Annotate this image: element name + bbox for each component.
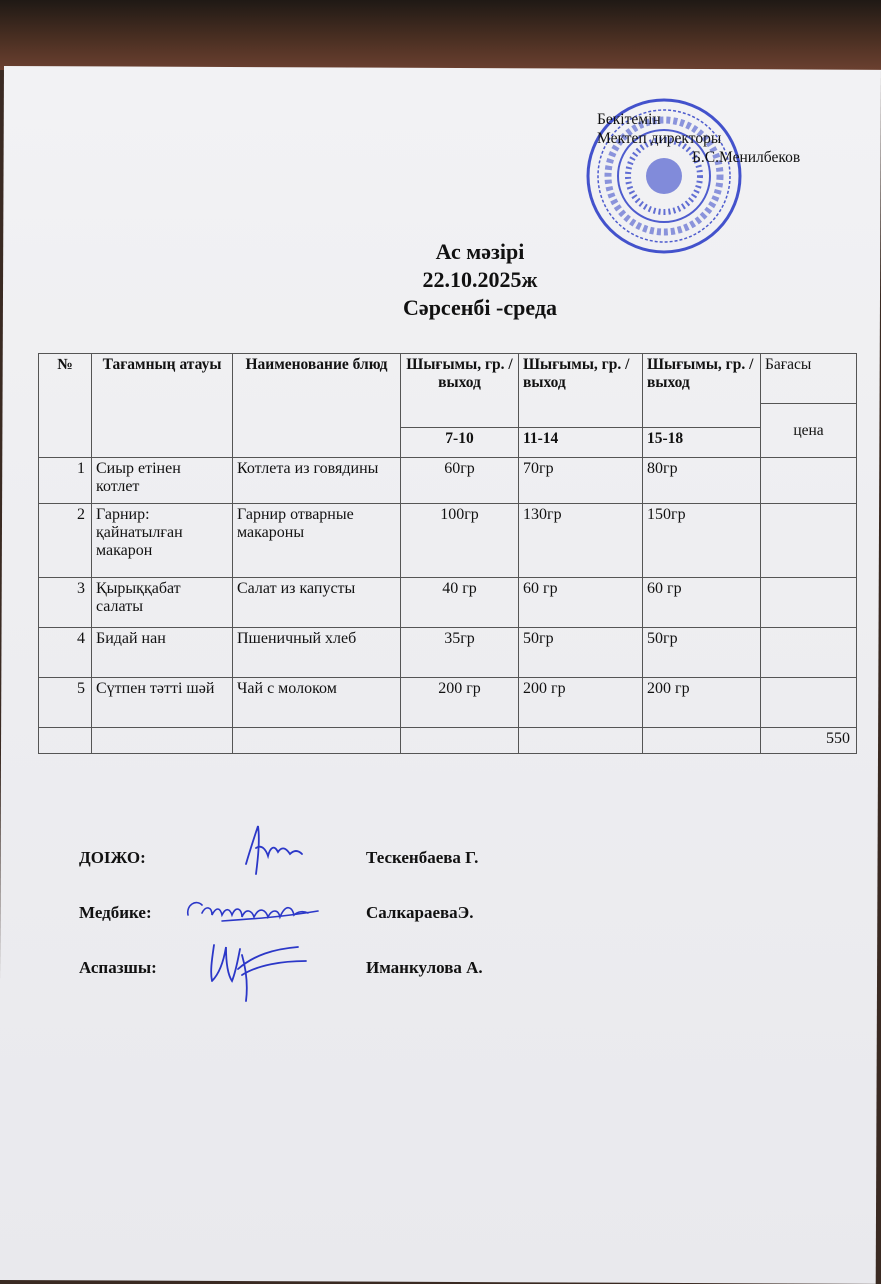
dish-name-kz: Бидай нан [92,628,233,678]
row-number: 5 [39,678,92,728]
output-11-14: 60 гр [519,578,643,628]
header-output-2: Шығымы, гр. / выход [519,354,643,428]
header-age-11-14: 11-14 [519,428,643,458]
dish-name-ru: Салат из капусты [233,578,401,628]
table-row [39,678,857,728]
header-output-3: Шығымы, гр. / выход [643,354,761,428]
header-age-7-10: 7-10 [401,428,519,458]
title-date: 22.10.2025ж [422,267,538,292]
output-11-14: 70гр [519,458,643,504]
sign-name-nurse: СалкараеваЭ. [366,903,474,922]
table-row [39,628,857,678]
dish-name-ru: Чай с молоком [233,678,401,728]
sign-role-cook: Аспазшы: [79,958,157,977]
sign-name-cook: Иманкулова А. [366,958,483,977]
row-number: 3 [39,578,92,628]
sign-name-doizho: Тескенбаева Г. [366,848,479,867]
dish-name-kz: Сүтпен тәтті шәй [92,678,233,728]
dish-name-ru: Пшеничный хлеб [233,628,401,678]
title-weekday: Сәрсенбі -среда [403,295,557,320]
header-age-15-18: 15-18 [643,428,761,458]
price [761,578,857,628]
table-row [39,458,857,504]
output-11-14: 130гр [519,504,643,578]
header-output-1: Шығымы, гр. / выход [401,354,519,428]
row-number: 4 [39,628,92,678]
dish-name-kz: Гарнир: қайнатылған макарон [92,504,233,578]
title-line-1: Ас мәзірі [435,239,525,264]
menu-table [38,353,857,754]
dish-name-ru: Котлета из говядины [233,458,401,504]
output-7-10: 60гр [401,458,519,504]
output-7-10: 200 гр [401,678,519,728]
output-7-10: 35гр [401,628,519,678]
menu-title [330,238,630,322]
row-number: 1 [39,458,92,504]
header-name-ru: Наименование блюд [233,354,401,458]
total-row [39,728,857,754]
output-11-14: 50гр [519,628,643,678]
dish-name-kz: Сиыр етінен котлет [92,458,233,504]
header-price-ru: цена [761,404,857,458]
output-7-10: 40 гр [401,578,519,628]
table-row [39,578,857,628]
approval-block [597,110,800,167]
price [761,628,857,678]
output-11-14: 200 гр [519,678,643,728]
signature-doizho [236,820,306,880]
header-number: № [39,354,92,458]
price [761,458,857,504]
approval-director-name: Б.С.Менилбеков [692,149,801,166]
desk-background [0,0,881,70]
dish-name-kz: Қырыққабат салаты [92,578,233,628]
output-7-10: 100гр [401,504,519,578]
signature-cook [202,935,312,1005]
header-name-kz: Тағамның атауы [92,354,233,458]
table-row [39,504,857,578]
sign-role-nurse: Медбике: [79,903,152,922]
approval-line-2: Мектеп директоры [597,130,722,147]
output-15-18: 150гр [643,504,761,578]
output-15-18: 80гр [643,458,761,504]
output-15-18: 50гр [643,628,761,678]
signature-nurse [182,893,322,929]
header-price-kz: Бағасы [761,354,857,404]
total-price: 550 [761,728,857,754]
price [761,678,857,728]
output-15-18: 200 гр [643,678,761,728]
output-15-18: 60 гр [643,578,761,628]
dish-name-ru: Гарнир отварные макароны [233,504,401,578]
approval-line-1: Бекітемін [597,111,661,128]
price [761,504,857,578]
sign-role-doizho: ДОІЖО: [79,848,146,867]
row-number: 2 [39,504,92,578]
